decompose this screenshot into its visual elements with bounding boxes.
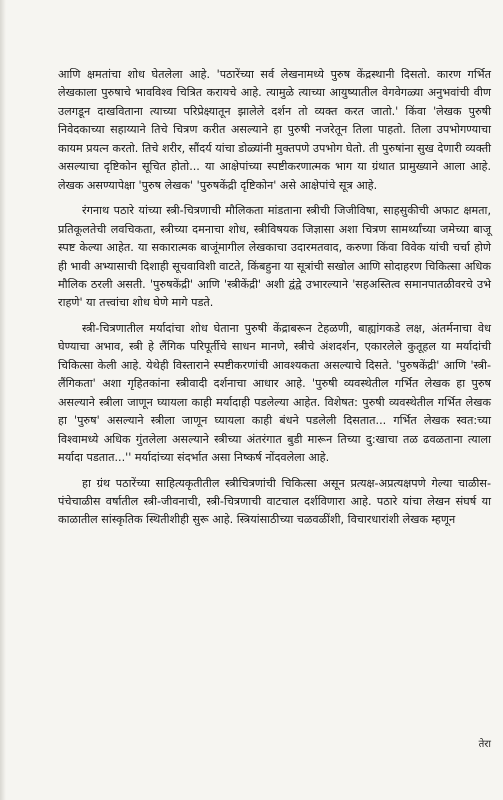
paragraph-1: आणि क्षमतांचा शोध घेतलेला आहे. 'पठारेंच्या सर्व लेखनामध्ये पुरुष केंद्रस्थानी दिसतो. कारण गर्भित लेखकाला पुरुषाचे भावविश्व चित्रित करायचे आहे. त्यामुळे त्याच्या आयुष्यातील वेगवेगळ्या अनुभवांची वीण उलगडून दाखविताना त्याच्या परिप्रेक्ष्यातून झालेले दर्शन तो व्यक्त करत जातो.' किंवा 'लेखक पुरुषी निवेदकाच्या सहाय्याने तिचे चित्रण करीत असल्याने हा पुरुषी नजरेतून तिला पाहतो. तिला उपभोगण्याचा कायम प्रयत्न करतो. तिचे शरीर, सौंदर्य यांचा डोळ्यांनी मुक्तपणे उपभोग घेतो. ती पुरुषांना सुख देणारी व्यक्ती असल्याचा दृष्टिकोन सूचित होतो... या आक्षेपांच्या स्पष्टीकरणात्मक भाग या ग्रंथात प्रामुख्याने आला आहे. लेखक असण्यापेक्षा 'पुरुष लेखक' 'पुरुषकेंद्री दृष्टिकोन' असे आक्षेपांचे सूत्र आहे. [58, 68, 491, 192]
paragraph-4: हा ग्रंथ पठारेंच्या साहित्यकृतीतील स्त्रीचित्रणांची चिकित्सा असून प्रत्यक्ष-अप्रत्यक्षपणे गेल्या चाळीस-पंचेचाळीस वर्षातील स्त्री-जीवनाची, स्त्री-चित्रणाची वाटचाल दर्शविणारा आहे. पठारे यांचा लेखन संघर्ष या काळातील सांस्कृतिक स्थितीशीही सुरू आहे. स्त्रियांसाठीच्या चळवळींशी, विचारधारांशी लेखक म्हणून [58, 476, 491, 527]
paragraph-3: स्त्री-चित्रणातील मर्यादांचा शोध घेताना पुरुषी केंद्राबरून टेहळणी, बाह्यांगकडे लक्ष, अंतर्मनाचा वेध घेण्याचा अभाव, स्त्री हे लैंगिक परिपूर्तीचे साधन मानणे, स्त्रीचे अंशदर्शन, एकारलेले कुतूहल या मर्यादांची चिकित्सा केली आहे. येथेही विस्ताराने स्पष्टीकरणांची आवश्यकता असल्याचे दिसते. 'पुरुषकेंद्री' आणि 'स्त्री-लैंगिकता' अशा गृहितकांना स्त्रीवादी दर्शनाचा आधार आहे. 'पुरुषी व्यवस्थेतील गर्भित लेखक हा पुरुष असल्याने स्त्रीला जाणून घ्यायला काही मर्यादाही पडलेल्या आहेत. विशेषत: पुरुषी व्यवस्थेतील गर्भित लेखक हा 'पुरुष' असल्याने स्त्रीला जाणून घ्यायला काही बंधने पडलेली दिसतात... गर्भित लेखक स्वत:च्या विश्वामध्ये अधिक गुंतलेला असल्याने स्त्रीच्या अंतरंगात बुडी मारून तिच्या दु:खाचा तळ ढवळताना त्याला मर्यादा पडतात...'' मर्यादांच्या संदर्भात असा निष्कर्ष नोंदवलेला आहे. [58, 321, 491, 465]
page-gutter-shadow [0, 0, 6, 800]
page-number: तेरा [478, 739, 491, 750]
body-text [58, 66, 491, 537]
paragraph-2: रंगनाथ पठारे यांच्या स्त्री-चित्रणाची मौलिकता मांडताना स्त्रीची जिजीविषा, साहसुकीची अफाट क्षमता, प्रतिकूलतेची लवचिकता, स्त्रीच्या दमनाचा शोध, स्त्रीविषयक जिज्ञासा अशा चित्रण सामर्थ्यांच्या जमेच्या बाजू स्पष्ट केल्या आहेत. या सकारात्मक बाजूंमागील लेखकाचा उदारमतवाद, करुणा किंवा विवेक यांची चर्चा होणे ही भावी अभ्यासाची दिशाही सूचवाविशी वाटते, किंबहुना या सूत्रांची सखोल आणि सोदाहरण चिकित्सा अधिक मौलिक ठरली असती. 'पुरुषकेंद्री' आणि 'स्त्रीकेंद्री' अशी द्वंद्वे उभारल्याने 'सहअस्तित्व समानपातळीवरचे उभे राहणे' या तत्त्वांचा शोध घेणे मागे पडते. [58, 204, 491, 310]
